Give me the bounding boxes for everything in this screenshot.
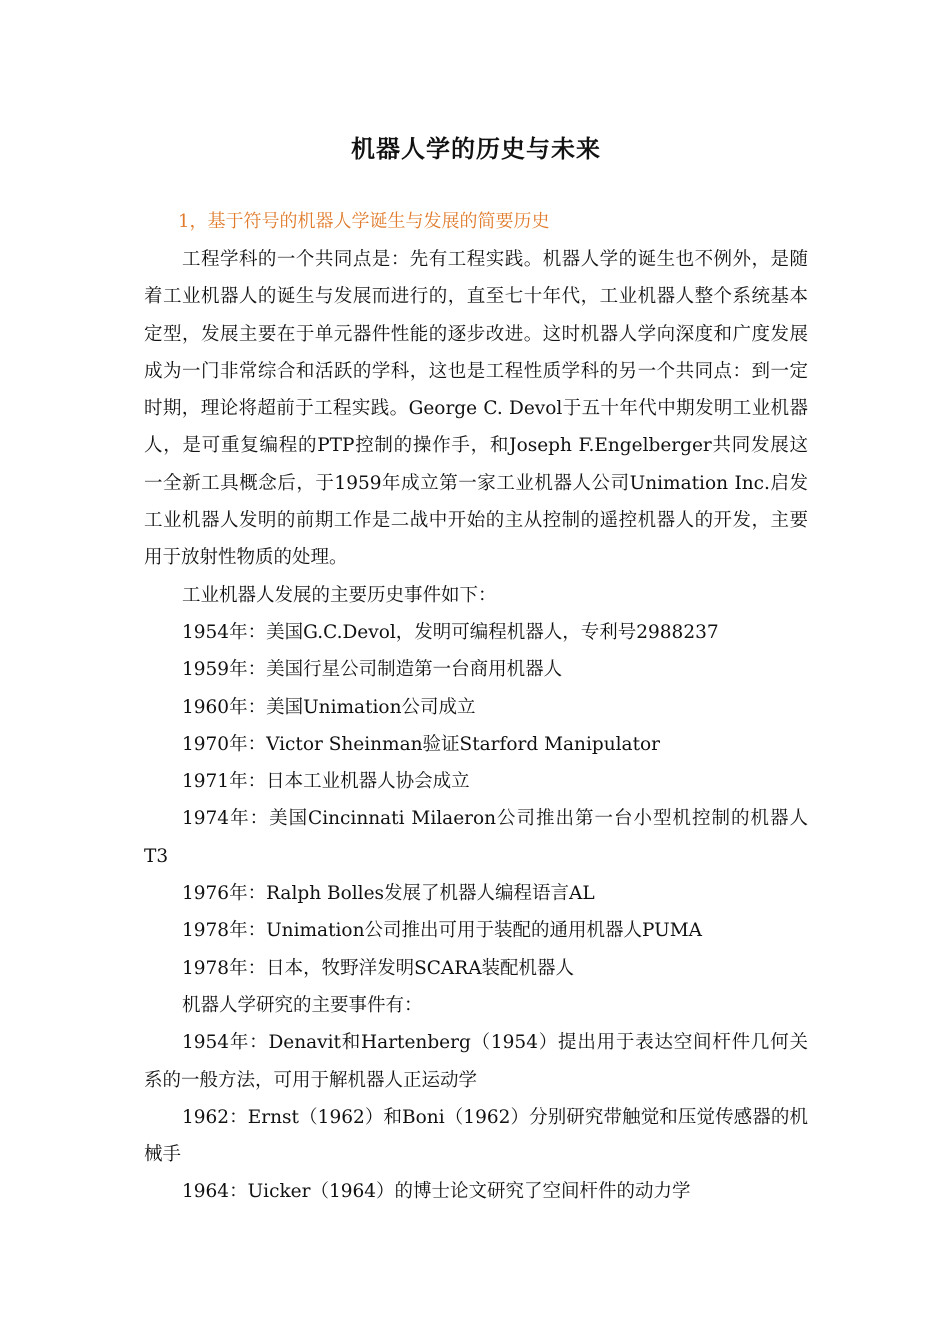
research-item: 1962：Ernst（1962）和Boni（1962）分别研究带触觉和压觉传感器的机械手 <box>144 1106 808 1166</box>
body-paragraph: 工业机器人发展的主要历史事件如下： <box>182 584 497 606</box>
section-heading: 1，基于符号的机器人学诞生与发展的简要历史 <box>178 211 550 232</box>
document-title: 机器人学的历史与未来 <box>351 134 601 163</box>
research-item: 1954年：Denavit和Hartenberg（1954）提出用于表达空间杆件几何关系的一般方法，可用于解机器人正运动学 <box>144 1032 808 1091</box>
timeline-item: 1954年：美国G.C.Devol，发明可编程机器人，专利号2988237 <box>182 621 719 643</box>
document-body <box>144 241 808 1211</box>
research-item: 1964：Uicker（1964）的博士论文研究了空间杆件的动力学 <box>182 1181 691 1203</box>
timeline-item: 1959年：美国行星公司制造第一台商用机器人 <box>182 659 563 681</box>
timeline-item: 1971年：日本工业机器人协会成立 <box>182 771 470 793</box>
timeline-item: 1974年：美国Cincinnati Milaeron公司推出第一台小型机控制的机器人T3 <box>144 808 808 867</box>
body-paragraph: 机器人学研究的主要事件有： <box>182 994 423 1016</box>
timeline-item: 1970年：Victor Sheinman验证Starford Manipulator <box>182 733 661 755</box>
timeline-item: 1978年：Unimation公司推出可用于装配的通用机器人PUMA <box>182 920 702 942</box>
timeline-item: 1976年：Ralph Bolles发展了机器人编程语言AL <box>182 883 595 905</box>
body-paragraph: 工程学科的一个共同点是：先有工程实践。机器人学的诞生也不例外，是随着工业机器人的诞生与发展而进行的，直至七十年代，工业机器人整个系统基本定型，发展主要在于单元器件性能的逐步改进。这时机器人学向深度和广度发展成为一门非常综合和活跃的学科，这也是工程性质学科的另一个共同点：到一定时期，理论将超前于工程实践。George C. Devol于五十年代中期发明工业机器人，是可重复编程的PTP控制的操作手，和Joseph F.Engelberger共同发展这一全新工具概念后，于1959年成立第一家工业机器人公司Unimation Inc.启发工业机器人发明的前期工作是二战中开始的主从控制的遥控机器人的开发，主要用于放射性物质的处理。 <box>144 249 808 569</box>
timeline-item: 1960年：美国Unimation公司成立 <box>182 696 476 718</box>
timeline-item: 1978年：日本，牧野洋发明SCARA装配机器人 <box>182 957 575 979</box>
